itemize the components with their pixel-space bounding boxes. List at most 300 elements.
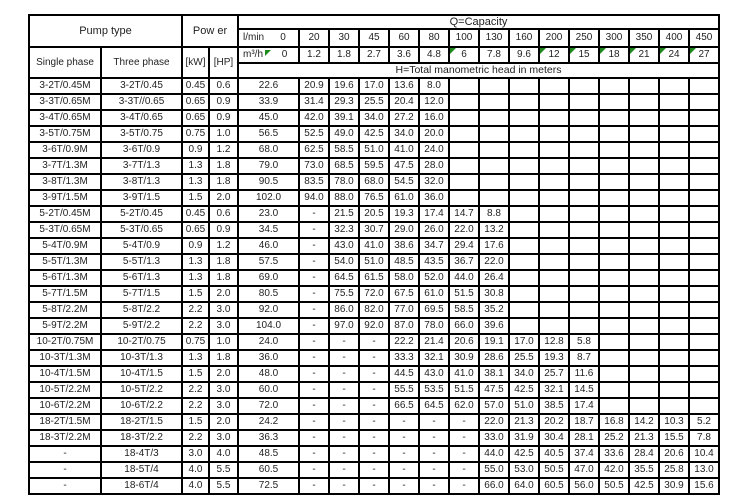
pump-single-phase-cell: 5-9T/2.2M — [29, 318, 101, 334]
power-hp-cell: 2.0 — [209, 190, 238, 206]
head-value-cell — [689, 126, 719, 142]
power-kw-cell: 1.3 — [182, 350, 209, 366]
head-value-cell — [509, 110, 539, 126]
head-value-cell — [599, 158, 629, 174]
head-value-cell — [599, 286, 629, 302]
head-value-cell: - — [299, 350, 329, 366]
head-value-cell: 57.0 — [479, 398, 509, 414]
head-value-cell: 76.5 — [359, 190, 389, 206]
head-value-cell: 42.0 — [599, 462, 629, 478]
table-row — [29, 110, 719, 126]
power-kw-cell: 3.0 — [182, 446, 209, 462]
head-value-cell — [539, 222, 569, 238]
single-phase-header: Single phase — [29, 47, 101, 78]
capacity-header-cell: 400 — [659, 29, 689, 47]
head-value-cell: 66.0 — [479, 478, 509, 494]
pump-single-phase-cell: - — [29, 478, 101, 494]
head-value-cell — [539, 126, 569, 142]
table-row — [29, 142, 719, 158]
head-value-cell — [509, 142, 539, 158]
head-value-cell — [599, 302, 629, 318]
head-value-cell: 72.0 — [238, 398, 299, 414]
power-hp-cell: 0.9 — [209, 222, 238, 238]
pump-three-phase-cell: 18-4T/3 — [101, 446, 182, 462]
head-value-cell: 17.0 — [509, 334, 539, 350]
head-value-cell: 54.0 — [329, 254, 359, 270]
head-value-cell — [569, 286, 599, 302]
head-value-cell — [689, 206, 719, 222]
header-row-m3h — [29, 47, 719, 63]
head-value-cell: - — [299, 286, 329, 302]
head-value-cell — [689, 254, 719, 270]
head-value-cell: 38.6 — [389, 238, 419, 254]
head-value-cell: 43.0 — [329, 238, 359, 254]
head-value-cell — [629, 238, 659, 254]
head-value-cell: - — [329, 430, 359, 446]
power-hp-cell: 1.8 — [209, 254, 238, 270]
pump-single-phase-cell: 3-4T/0.65M — [29, 110, 101, 126]
head-value-cell: 17.4 — [419, 206, 449, 222]
power-kw-cell: 1.3 — [182, 158, 209, 174]
table-row — [29, 366, 719, 382]
comment-flag-icon — [450, 48, 456, 54]
header-row-capacity-title — [29, 15, 719, 29]
table-row — [29, 238, 719, 254]
head-value-cell: 28.4 — [629, 446, 659, 462]
capacity-header-cell: 12 — [539, 47, 569, 63]
power-kw-cell: 0.9 — [182, 238, 209, 254]
head-value-cell: 39.1 — [329, 110, 359, 126]
power-hp-cell: 0.6 — [209, 78, 238, 94]
head-value-cell — [689, 110, 719, 126]
head-value-cell — [629, 110, 659, 126]
head-value-cell: 32.1 — [539, 382, 569, 398]
head-value-cell — [509, 222, 539, 238]
capacity-header-cell: 2.7 — [359, 47, 389, 63]
head-value-cell — [449, 94, 479, 110]
head-value-cell — [629, 78, 659, 94]
head-value-cell: 36.0 — [419, 190, 449, 206]
head-value-cell — [659, 174, 689, 190]
head-value-cell: 21.5 — [329, 206, 359, 222]
head-value-cell: 94.0 — [299, 190, 329, 206]
table-row — [29, 286, 719, 302]
head-value-cell: 12.8 — [539, 334, 569, 350]
head-value-cell — [629, 206, 659, 222]
head-value-cell — [659, 350, 689, 366]
head-value-cell: 88.0 — [329, 190, 359, 206]
head-value-cell: 48.0 — [238, 366, 299, 382]
power-kw-cell: 0.65 — [182, 110, 209, 126]
head-value-cell: 42.5 — [509, 446, 539, 462]
head-value-cell — [479, 190, 509, 206]
pump-type-header: Pump type — [29, 15, 182, 47]
head-value-cell: 16.0 — [419, 110, 449, 126]
head-value-cell: 66.5 — [389, 398, 419, 414]
pump-single-phase-cell: 18-3T/2.2M — [29, 430, 101, 446]
pump-three-phase-cell: 18-5T/4 — [101, 462, 182, 478]
head-value-cell: 11.6 — [569, 366, 599, 382]
capacity-header-cell: 1.8 — [329, 47, 359, 63]
head-value-cell — [449, 78, 479, 94]
pump-single-phase-cell: 10-4T/1.5M — [29, 366, 101, 382]
head-value-cell: - — [329, 366, 359, 382]
head-value-cell — [629, 286, 659, 302]
power-hp-cell: 5.5 — [209, 478, 238, 494]
power-kw-cell: 0.65 — [182, 94, 209, 110]
capacity-header-cell: 3.6 — [389, 47, 419, 63]
head-value-cell: 83.5 — [299, 174, 329, 190]
head-value-cell: - — [359, 430, 389, 446]
head-value-cell: 54.5 — [389, 174, 419, 190]
head-value-cell: 60.5 — [238, 462, 299, 478]
capacity-header-cell: 45 — [359, 29, 389, 47]
head-value-cell: 62.5 — [299, 142, 329, 158]
head-value-cell: 77.0 — [389, 302, 419, 318]
power-hp-cell: 5.5 — [209, 462, 238, 478]
pump-single-phase-cell: - — [29, 462, 101, 478]
head-value-cell — [629, 366, 659, 382]
head-value-cell — [599, 366, 629, 382]
head-value-cell — [659, 190, 689, 206]
head-value-cell — [629, 190, 659, 206]
head-value-cell — [509, 318, 539, 334]
head-value-cell: 34.7 — [419, 238, 449, 254]
head-value-cell: 68.0 — [238, 142, 299, 158]
head-value-cell: 50.5 — [599, 478, 629, 494]
head-value-cell — [629, 158, 659, 174]
head-value-cell — [599, 110, 629, 126]
head-value-cell — [539, 190, 569, 206]
head-value-cell: 42.0 — [299, 110, 329, 126]
head-value-cell: 51.5 — [449, 286, 479, 302]
pump-single-phase-cell: 10-6T/2.2M — [29, 398, 101, 414]
head-value-cell: 20.6 — [449, 334, 479, 350]
power-hp-cell: 3.0 — [209, 382, 238, 398]
head-value-cell — [599, 238, 629, 254]
capacity-header-cell: 27 — [689, 47, 719, 63]
power-kw-cell: 1.3 — [182, 254, 209, 270]
head-value-cell — [539, 302, 569, 318]
head-value-cell: 25.8 — [659, 462, 689, 478]
head-value-cell: - — [359, 446, 389, 462]
power-hp-cell: 1.8 — [209, 350, 238, 366]
table-row — [29, 398, 719, 414]
power-kw-cell: 1.5 — [182, 190, 209, 206]
head-value-cell: 80.5 — [238, 286, 299, 302]
power-kw-cell: 0.45 — [182, 78, 209, 94]
head-value-cell — [509, 190, 539, 206]
pump-single-phase-cell: 3-3T/0.65M — [29, 94, 101, 110]
head-value-cell: 32.0 — [419, 174, 449, 190]
power-hp-cell: 2.0 — [209, 286, 238, 302]
head-value-cell — [629, 302, 659, 318]
head-value-cell — [629, 382, 659, 398]
head-value-cell — [659, 366, 689, 382]
table-row — [29, 350, 719, 366]
head-value-cell — [689, 270, 719, 286]
head-value-cell — [689, 222, 719, 238]
power-hp-cell: 4.0 — [209, 446, 238, 462]
head-value-cell: 97.0 — [329, 318, 359, 334]
pump-single-phase-cell: 5-7T/1.5M — [29, 286, 101, 302]
head-value-cell: 8.0 — [419, 78, 449, 94]
head-value-cell: - — [389, 430, 419, 446]
head-value-cell — [569, 94, 599, 110]
power-hp-cell: 1.2 — [209, 238, 238, 254]
head-value-cell: - — [389, 462, 419, 478]
head-value-cell — [509, 206, 539, 222]
head-value-cell: - — [299, 430, 329, 446]
head-value-cell — [569, 110, 599, 126]
pump-three-phase-cell: 5-4T/0.9 — [101, 238, 182, 254]
head-value-cell — [569, 142, 599, 158]
pump-single-phase-cell: 3-5T/0.75M — [29, 126, 101, 142]
head-value-cell: - — [329, 462, 359, 478]
head-value-cell: 73.0 — [299, 158, 329, 174]
head-value-cell: 53.5 — [419, 382, 449, 398]
capacity-header-cell: 30 — [329, 29, 359, 47]
capacity-title: Q=Capacity — [238, 15, 719, 29]
head-value-cell: 69.5 — [419, 302, 449, 318]
head-value-cell — [569, 302, 599, 318]
pump-single-phase-cell: 5-6T/1.3M — [29, 270, 101, 286]
head-value-cell: - — [449, 430, 479, 446]
head-value-cell: 45.0 — [238, 110, 299, 126]
table-row — [29, 382, 719, 398]
head-value-cell — [479, 78, 509, 94]
head-value-cell: 61.0 — [419, 286, 449, 302]
head-value-cell — [569, 222, 599, 238]
head-value-cell: 19.3 — [539, 350, 569, 366]
head-value-cell: 22.2 — [389, 334, 419, 350]
head-value-cell: 32.1 — [419, 350, 449, 366]
head-value-cell: 8.8 — [479, 206, 509, 222]
head-value-cell: 41.0 — [389, 142, 419, 158]
power-hp-cell: 3.0 — [209, 430, 238, 446]
head-value-cell — [569, 126, 599, 142]
head-value-cell: 24.0 — [238, 334, 299, 350]
head-value-cell — [509, 126, 539, 142]
pump-three-phase-cell: 3-5T/0.75 — [101, 126, 182, 142]
table-row — [29, 318, 719, 334]
head-value-cell: 44.5 — [389, 366, 419, 382]
head-value-cell — [599, 382, 629, 398]
head-value-cell — [569, 190, 599, 206]
head-value-cell — [659, 318, 689, 334]
head-value-cell — [599, 270, 629, 286]
pump-three-phase-cell: 5-8T/2.2 — [101, 302, 182, 318]
head-value-cell: - — [299, 254, 329, 270]
head-value-cell: - — [299, 270, 329, 286]
capacity-header-cell: 300 — [599, 29, 629, 47]
capacity-header-cell: 20 — [299, 29, 329, 47]
head-value-cell: 27.2 — [389, 110, 419, 126]
head-value-cell — [629, 126, 659, 142]
pump-single-phase-cell: 5-5T/1.3M — [29, 254, 101, 270]
capacity-header-cell: 6 — [449, 47, 479, 63]
head-value-cell: 40.5 — [539, 446, 569, 462]
head-value-cell: 34.0 — [389, 126, 419, 142]
head-value-cell: 14.7 — [449, 206, 479, 222]
head-value-cell: 26.4 — [479, 270, 509, 286]
head-value-cell — [539, 254, 569, 270]
head-value-cell: - — [299, 334, 329, 350]
head-value-cell: 14.5 — [569, 382, 599, 398]
head-value-cell: 61.0 — [389, 190, 419, 206]
head-value-cell: - — [449, 446, 479, 462]
head-value-cell: 42.5 — [509, 382, 539, 398]
capacity-header-cell: 100 — [449, 29, 479, 47]
capacity-header-cell: 450 — [689, 29, 719, 47]
head-value-cell: 35.5 — [629, 462, 659, 478]
pump-three-phase-cell: 3-4T/0.65 — [101, 110, 182, 126]
head-value-cell — [629, 142, 659, 158]
head-value-cell: 29.0 — [389, 222, 419, 238]
comment-flag-icon — [540, 48, 546, 54]
head-value-cell — [659, 110, 689, 126]
capacity-header-cell: 350 — [629, 29, 659, 47]
head-value-cell — [509, 94, 539, 110]
head-value-cell — [509, 174, 539, 190]
head-value-cell: 43.5 — [419, 254, 449, 270]
head-value-cell — [449, 174, 479, 190]
table-row — [29, 190, 719, 206]
capacity-header-cell: 21 — [629, 47, 659, 63]
head-value-cell: 92.0 — [359, 318, 389, 334]
head-value-cell — [479, 142, 509, 158]
pump-three-phase-cell: 3-2T/0.45 — [101, 78, 182, 94]
m3h-unit-cell — [238, 47, 299, 63]
head-value-cell: 12.0 — [419, 94, 449, 110]
head-value-cell — [539, 206, 569, 222]
table-row — [29, 174, 719, 190]
head-value-cell — [689, 158, 719, 174]
head-value-cell: 28.0 — [419, 158, 449, 174]
pump-single-phase-cell: 5-8T/2.2M — [29, 302, 101, 318]
head-value-cell: 68.5 — [329, 158, 359, 174]
head-value-cell — [569, 78, 599, 94]
power-hp-cell: 3.0 — [209, 398, 238, 414]
head-value-cell: - — [389, 446, 419, 462]
head-value-cell — [539, 110, 569, 126]
head-value-cell — [599, 222, 629, 238]
head-value-cell — [659, 286, 689, 302]
head-value-cell: - — [299, 238, 329, 254]
head-value-cell: 69.0 — [238, 270, 299, 286]
head-value-cell: - — [299, 462, 329, 478]
comment-flag-icon — [600, 48, 606, 54]
pump-three-phase-cell: 10-2T/0.75 — [101, 334, 182, 350]
head-value-cell: 10.4 — [689, 446, 719, 462]
head-value-cell — [659, 222, 689, 238]
head-value-cell — [569, 174, 599, 190]
head-value-cell: 34.0 — [509, 366, 539, 382]
head-value-cell: 57.5 — [238, 254, 299, 270]
head-value-cell — [449, 158, 479, 174]
head-value-cell: 25.5 — [509, 350, 539, 366]
head-value-cell: 49.0 — [329, 126, 359, 142]
pump-three-phase-cell: 3-3T//0.65 — [101, 94, 182, 110]
head-value-cell — [509, 158, 539, 174]
head-value-cell — [659, 94, 689, 110]
head-value-cell: 29.3 — [329, 94, 359, 110]
head-value-cell: 87.0 — [389, 318, 419, 334]
head-value-cell: 37.4 — [569, 446, 599, 462]
head-value-cell: 20.0 — [419, 126, 449, 142]
m3h-zero-value: 0 — [281, 49, 288, 60]
head-value-cell: 42.5 — [359, 126, 389, 142]
head-value-cell — [599, 398, 629, 414]
head-value-cell: - — [359, 478, 389, 494]
head-value-cell: 14.2 — [629, 414, 659, 430]
table-row — [29, 462, 719, 478]
table-row — [29, 206, 719, 222]
head-value-cell: 48.5 — [389, 254, 419, 270]
head-value-cell: - — [299, 398, 329, 414]
table-row — [29, 222, 719, 238]
pump-single-phase-cell: 10-3T/1.3M — [29, 350, 101, 366]
head-value-cell — [629, 398, 659, 414]
table-row — [29, 270, 719, 286]
table-row — [29, 430, 719, 446]
power-hp-cell: 0.9 — [209, 110, 238, 126]
power-kw-cell: 0.45 — [182, 206, 209, 222]
capacity-header-cell: 4.8 — [419, 47, 449, 63]
head-value-cell — [629, 222, 659, 238]
m3h-label: m³/h — [239, 50, 271, 60]
head-value-cell: 22.6 — [238, 78, 299, 94]
table-row — [29, 126, 719, 142]
head-value-cell: - — [419, 446, 449, 462]
head-value-cell — [569, 238, 599, 254]
head-value-cell — [689, 302, 719, 318]
head-value-cell — [659, 398, 689, 414]
head-value-cell — [569, 158, 599, 174]
head-value-cell: - — [449, 478, 479, 494]
power-kw-cell: 4.0 — [182, 478, 209, 494]
pump-single-phase-cell: 5-4T/0.9M — [29, 238, 101, 254]
power-kw-cell: 2.2 — [182, 302, 209, 318]
head-value-cell: 43.0 — [419, 366, 449, 382]
head-value-cell — [659, 382, 689, 398]
head-value-cell: - — [329, 446, 359, 462]
head-value-cell: 44.0 — [479, 446, 509, 462]
comment-flag-icon — [660, 48, 666, 54]
pump-three-phase-cell: 10-6T/2.2 — [101, 398, 182, 414]
head-value-cell — [539, 270, 569, 286]
power-kw-cell: 4.0 — [182, 462, 209, 478]
head-value-cell: 41.0 — [359, 238, 389, 254]
power-kw-cell: 1.3 — [182, 174, 209, 190]
head-value-cell — [599, 142, 629, 158]
head-value-cell: 47.0 — [569, 462, 599, 478]
power-hp-cell: 1.8 — [209, 174, 238, 190]
head-value-cell — [659, 238, 689, 254]
capacity-header-cell: 18 — [599, 47, 629, 63]
head-value-cell — [599, 174, 629, 190]
head-value-cell: 90.5 — [238, 174, 299, 190]
head-value-cell: - — [299, 366, 329, 382]
head-value-cell: 34.5 — [238, 222, 299, 238]
pump-single-phase-cell: 3-9T/1.5M — [29, 190, 101, 206]
head-value-cell — [689, 78, 719, 94]
head-value-cell: 50.5 — [539, 462, 569, 478]
head-value-cell: 51.5 — [449, 382, 479, 398]
head-value-cell: 33.0 — [479, 430, 509, 446]
power-kw-cell: 2.2 — [182, 430, 209, 446]
pump-capacity-table — [28, 14, 720, 495]
